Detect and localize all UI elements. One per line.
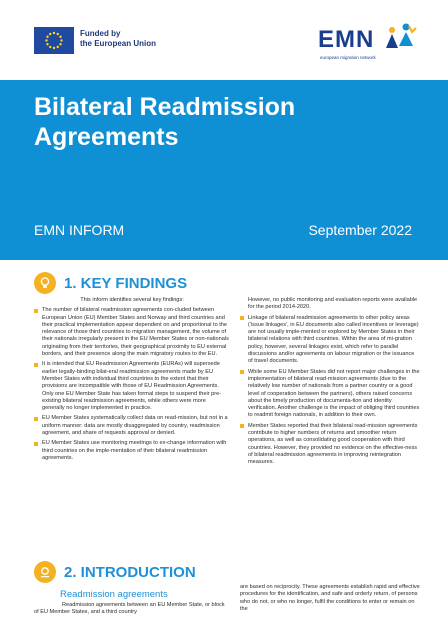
list-item: EU Member States systematically collect data on read-mission, but not in a uniform manner: data are mostly disaggregated by country, readmission agreement, and share of requests approval or denied. [34, 415, 230, 437]
series-label: EMN INFORM [34, 222, 125, 238]
key-findings-left-column [34, 297, 230, 465]
location-pin-icon [34, 561, 56, 583]
subsection-title: Readmission agreements [60, 589, 168, 600]
list-item: The number of bilateral readmission agreements con-cluded between European Union (EU) Member States and Norway and third countries and their practical implementation appear dependent on and proportional to the relevance of those third countries to migration management, the volume of their nationals irregularly present in the EU Member States or non-nationals originating from their territories, their geographical proximity to EU external borders, and their presence along the main migratory routes to the EU. [34, 307, 230, 358]
funding-statement: Funded by the European Union [80, 29, 156, 48]
list-item: Linkage of bilateral readmission agreements to other policy areas ('issue linkages', in EU documents also called incentives or leverage) are not usually imple-mented or explored by Member States in their bilateral relations with third countries. Within the area of mi-gration policy, however, several linkages exist, which refer to parallel discussions and/or agreements on labour migration or the issuance of travel documents. [240, 315, 420, 366]
list-item: It is intended that EU Readmission Agreements (EURAs) will supersede earlier legally-binding bilat-eral readmission agreements made by EU Member States with individual third countries to the extent that their provisions are incompatible with those of EU Readmission Agreements. Only one EU Member State has taken formal steps to suspend their pre-existing bilateral readmission agreements, while others were more generally no longer implemented in practice. [34, 361, 230, 412]
introduction-right-text: are based on reciprocity. These agreements establish rapid and effective procedures for the identification, and safe and orderly return, of persons who do not, or who no longer, fulfil the conditions to enter or remain on the [240, 584, 420, 612]
eu-flag-icon [34, 27, 74, 54]
continued-text: However, no public monitoring and evaluation reports were available for the period 2014-2020. [248, 297, 418, 311]
key-findings-right-column [240, 297, 420, 470]
key-findings-heading: 1. KEY FINDINGS [34, 272, 187, 294]
list-item: Member States reported that their bilateral read-mission agreements contribute to higher numbers of returns and smoother return operations, as well as consolidating good cooperation with third countries. However, they provided no evidence on the effective-ness of bilateral readmission agreements in improving reintegration measures. [240, 423, 420, 467]
list-item: While some EU Member States did not report major challenges in the implementation of bilateral read-mission agreements (due to the relatively low number of nationals from a partner country or a good level of cooperation between the partners), others raised concerns about the timely production of documenta-tion and identity verification. Another challenge is the impact of obliging third countries to readmit foreign nationals, in addition to their own. [240, 369, 420, 420]
introduction-left-text: Readmission agreements between an EU Member State, or block of EU Member States, and a third country [34, 602, 225, 616]
lightbulb-icon [34, 272, 56, 294]
list-item: EU Member States use monitoring meetings to ex-change information with third countries on the imple-mentation of their bilateral readmission agreements. [34, 440, 230, 462]
page-title: Bilateral Readmission Agreements [34, 93, 296, 151]
emn-stars-icon [382, 22, 418, 52]
emn-logo: EMN european migration network [312, 22, 422, 62]
publication-date: September 2022 [308, 222, 412, 238]
key-findings-intro: This inform identifies several key findings: [80, 297, 184, 303]
header-bar [0, 0, 448, 80]
introduction-heading: 2. INTRODUCTION [34, 561, 196, 583]
